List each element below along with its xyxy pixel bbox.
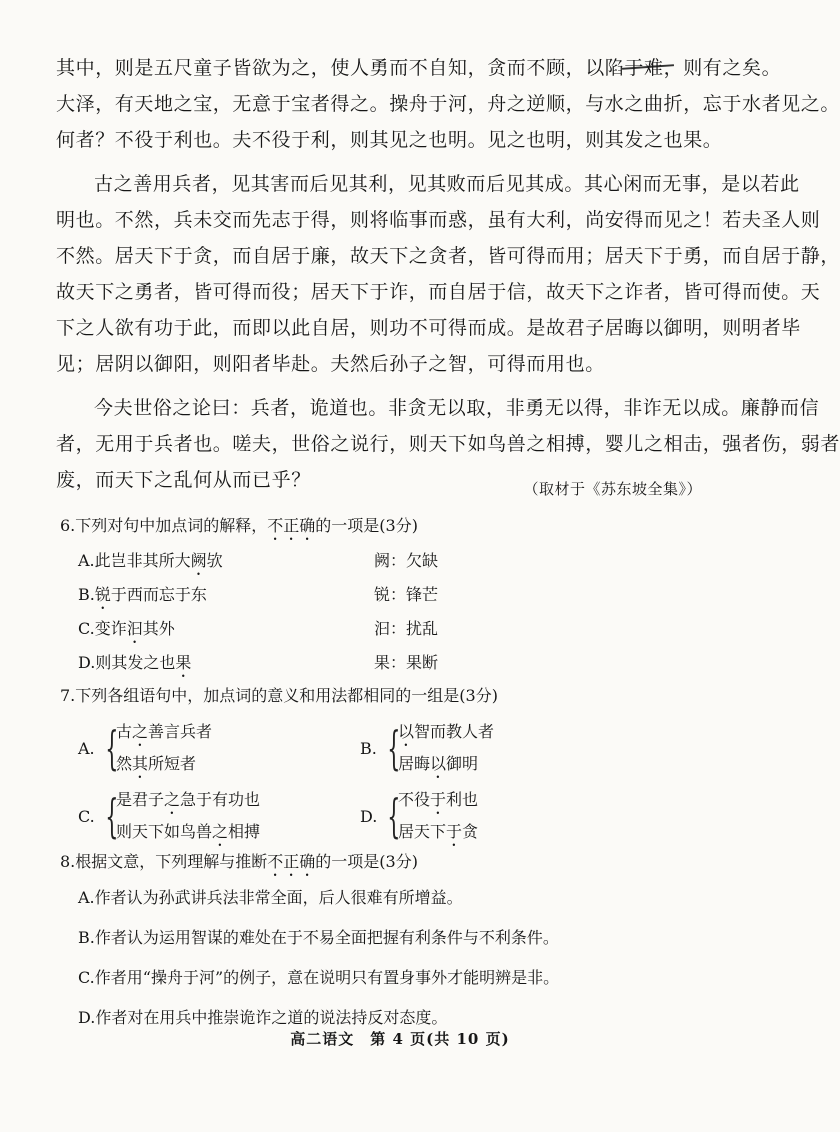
passage-line: 下之人欲有功于此，而即以此自居，则功不可得而成。是故君子居晦以御明，则明者毕 [56, 317, 801, 339]
question-8-option-d[interactable]: D.作者对在用兵中推崇诡诈之道的说法持反对态度。 [78, 1008, 448, 1027]
question-8 [60, 850, 720, 1038]
question-6-option-d[interactable]: D.则其发之也果 果：果断 [60, 646, 720, 680]
brace-icon: { [105, 789, 119, 843]
reading-passage [56, 50, 840, 498]
passage-line: 大泽，有天地之宝，无意于宝者得之。操舟于河，舟之逆顺，与水之曲折，忘于水者见之。 [56, 93, 840, 115]
option-gloss: 锐：锋芒 [374, 585, 439, 604]
option-gloss: 阙：欠缺 [374, 551, 439, 570]
question-6 [60, 514, 720, 680]
option-gloss: 汩：扰乱 [374, 619, 439, 638]
passage-line: 今夫世俗之论曰：兵者，诡道也。非贪无以取，非勇无以得，非诈无以成。廉静而信 [94, 397, 820, 419]
brace-icon: { [105, 721, 119, 775]
question-8-title: 8.根据文意，下列理解与推断不正确的一项是(3分) [60, 852, 418, 871]
passage-line: 其中，则是五尺童子皆欲为之，使人勇而不自知，贪而不顾，以陷于难，则有之矣。 [56, 57, 782, 79]
question-7-option-b[interactable]: B. { 以智而教人者 居晦以御明 [360, 721, 495, 775]
passage-line: 见；居阴以御阳，则阳者毕赴。夫然后孙子之智，可得而用也。 [56, 353, 605, 375]
brace-icon: { [387, 721, 401, 775]
passage-line: 古之善用兵者，见其害而后见其利，见其败而后见其成。其心闲而无事，是以若此 [94, 173, 800, 195]
question-7 [60, 684, 720, 856]
passage-source: （取材于《苏东坡全集》） [523, 480, 702, 498]
question-7-option-a[interactable]: A. { 古之善言兵者 然其所短者 [78, 721, 213, 775]
question-6-title: 6.下列对句中加点词的解释，不正确的一项是(3分) [60, 516, 418, 535]
passage-line: 明也。不然，兵未交而先志于得，则将临事而惑，虽有大利，尚安得而见之！若夫圣人则 [56, 209, 821, 231]
question-7-title: 7.下列各组语句中，加点词的意义和用法都相同的一组是(3分) [60, 686, 498, 705]
question-8-option-c[interactable]: C.作者用“操舟于河”的例子，意在说明只有置身事外才能明辨是非。 [78, 968, 560, 987]
passage-line: 不然。居天下于贪，而自居于廉，故天下之贪者，皆可得而用；居天下于勇，而自居于静， [56, 245, 840, 267]
passage-line: 者，无用于兵者也。嗟夫，世俗之说行，则天下如鸟兽之相搏，婴儿之相击，强者伤，弱者 [56, 433, 840, 455]
question-7-option-d[interactable]: D. { 不役于利也 居天下于贪 [360, 789, 479, 843]
question-6-option-b[interactable]: B.锐于西而忘于东 锐：锋芒 [60, 578, 720, 612]
question-6-option-a[interactable]: A.此岂非其所大阙欤 阙：欠缺 [60, 544, 720, 578]
question-6-option-c[interactable]: C.变诈汩其外 汩：扰乱 [60, 612, 720, 646]
question-8-option-a[interactable]: A.作者认为孙武讲兵法非常全面，后人很难有所增益。 [78, 888, 463, 907]
question-7-option-c[interactable]: C. { 是君子之急于有功也 则天下如鸟兽之相搏 [78, 789, 261, 843]
page-footer: 高二语文 第 4 页(共 10 页) [290, 1030, 510, 1048]
brace-icon: { [387, 789, 401, 843]
passage-line: 故天下之勇者，皆可得而役；居天下于诈，而自居于信，故天下之诈者，皆可得而使。天 [56, 281, 821, 303]
question-7-options [60, 708, 720, 856]
question-8-option-b[interactable]: B.作者认为运用智谋的难处在于不易全面把握有利条件与不利条件。 [78, 928, 559, 947]
passage-line: 废，而天下之乱何从而已乎？ [56, 469, 311, 491]
option-gloss: 果：果断 [374, 653, 439, 672]
passage-line: 何者？不役于利也。夫不役于利，则其见之也明。见之也明，则其发之也果。 [56, 129, 723, 151]
